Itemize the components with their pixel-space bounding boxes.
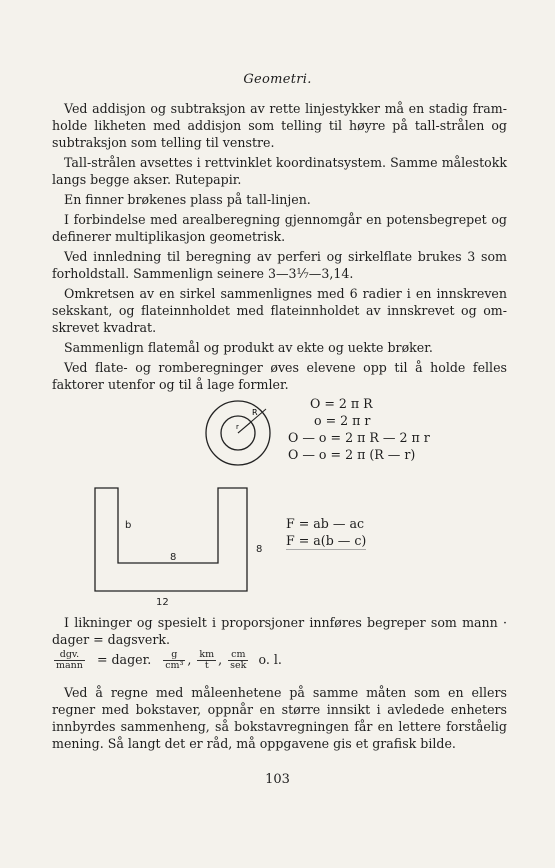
equals-text: = dager. bbox=[96, 652, 152, 667]
fraction: $\frac{km}{t}$ bbox=[199, 649, 215, 671]
formula-line: O = 2 π R bbox=[310, 396, 373, 411]
paragraph: I likninger og spesielt i proporsjoner innføres begreper som mann · dager = dagsverk. bbox=[52, 615, 507, 647]
label-inner-width: 8 bbox=[170, 552, 177, 563]
label-width: 12 bbox=[156, 597, 169, 608]
paragraph: Ved innledning til beregning av perferi og sirkelflate brukes 3 som forholdstall. Sammenlign seinere 3—3⅐—3,14. bbox=[52, 249, 507, 281]
page-number: 103 bbox=[265, 772, 290, 787]
paragraph: Ved å regne med måleenhetene på samme måten som en ellers regner med bokstaver, oppnår en større innsikt i avledede enheters innbyrdes sammenheng, så bokstavregningen får en lettere forståelig mening. Så langt det er råd, må oppgavene gis et grafisk bilde. bbox=[52, 685, 507, 751]
text-block-top bbox=[52, 100, 507, 396]
paragraph: Ved addisjon og subtraksjon av rette linjestykker må en stadig fram-holde likheten med addisjon som telling til høyre på tall-strålen og subtraksjon som telling til venstre. bbox=[52, 101, 507, 150]
label-height: 8 bbox=[256, 544, 263, 555]
u-shape-formulas bbox=[286, 515, 366, 550]
formula-line: F = ab — ac bbox=[286, 516, 365, 531]
paragraph: En finner brøkenes plass på tall-linjen. bbox=[64, 192, 311, 207]
paragraph: Omkretsen av en sirkel sammenlignes med 6 radier i en innskreven sekskant, og flateinnholdet med flateinnholdet av innskrevet og om-skrevet kvadrat. bbox=[52, 286, 507, 335]
fraction: $\frac{cm}{\text{sek}}$ bbox=[230, 649, 247, 671]
formula-line: F = a(b — c) bbox=[286, 533, 367, 548]
paragraph: Tall-strålen avsettes i rettvinklet koordinatsystem. Samme målestokk langs begge akser. Rutepapir. bbox=[52, 155, 507, 187]
u-shape-figure bbox=[90, 483, 270, 613]
text-block-likninger bbox=[52, 614, 507, 651]
paragraph: Sammenlign flatemål og produkt av ekte og uekte brøker. bbox=[64, 340, 433, 355]
fraction: $\frac{\text{dgv.}}{\text{mann}}$ bbox=[56, 649, 83, 671]
units-line: $\frac{\text{dgv.}}{\text{mann}}$ = dager. $\frac{g}{\text{cm³}}$ , $\frac{km}{t}$ , $\frac{cm}{\text{sek}}$ o. l. bbox=[56, 649, 282, 671]
formula-line: o = 2 π r bbox=[314, 413, 371, 428]
text-block-last bbox=[52, 684, 507, 755]
tail-text: o. l. bbox=[258, 652, 282, 667]
circle-label-outer: R bbox=[252, 408, 258, 417]
paragraph: I forbindelse med arealberegning gjennomgår en potensbegrepet og definerer multiplikasjon geometrisk. bbox=[52, 212, 507, 244]
paragraph: Ved flate- og romberegninger øves elevene opp til å holde felles faktorer utenfor og til å lage formler. bbox=[52, 360, 507, 392]
circle-figure bbox=[200, 395, 280, 473]
circle-formulas bbox=[288, 395, 430, 463]
label-b: b bbox=[125, 520, 132, 531]
page-header: Geometri. bbox=[243, 72, 312, 87]
fraction: $\frac{g}{\text{cm³}}$ bbox=[165, 649, 184, 671]
circle-label-inner: r bbox=[236, 423, 239, 431]
formula-line: O — o = 2 π (R — r) bbox=[288, 447, 416, 462]
formula-line: O — o = 2 π R — 2 π r bbox=[288, 430, 430, 445]
